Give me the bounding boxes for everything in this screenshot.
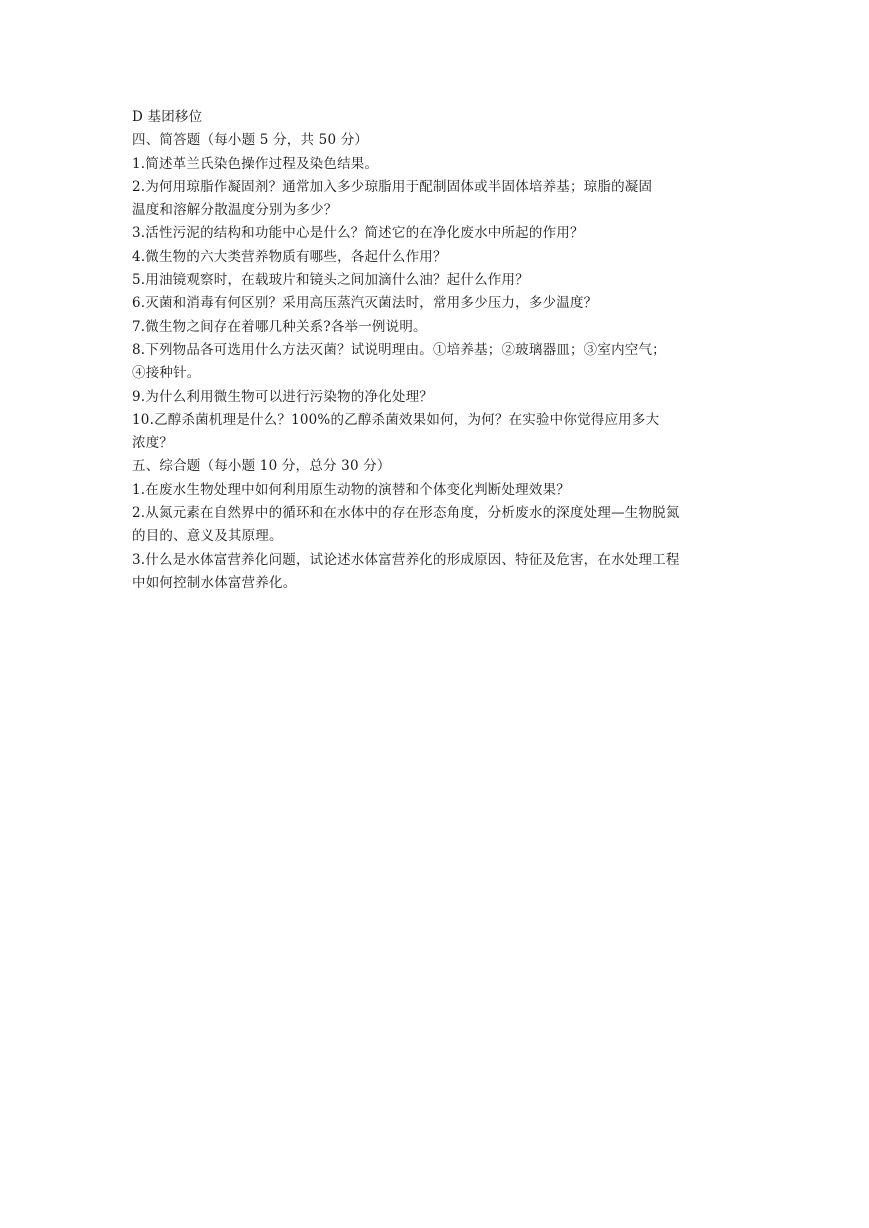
question-4-2: 2.为何用琼脂作凝固剂？通常加入多少琼脂用于配制固体或半固体培养基；琼脂的凝固 xyxy=(132,178,653,195)
option-d-line: D 基团移位 xyxy=(132,109,203,125)
question-4-5: 5.用油镜观察时，在载玻片和镜头之间加滴什么油？起什么作用？ xyxy=(132,272,529,289)
question-5-3-cont: 中如何控制水体富营养化。 xyxy=(132,574,297,591)
question-4-1: 1.简述革兰氏染色操作过程及染色结果。 xyxy=(132,155,379,172)
question-4-6: 6.灭菌和消毒有何区别？采用高压蒸汽灭菌法时，常用多少压力，多少温度？ xyxy=(132,295,598,312)
question-5-3: 3.什么是水体富营养化问题，试论述水体富营养化的形成原因、特征及危害，在水处理工程 xyxy=(132,551,680,568)
question-5-2: 2.从氮元素在自然界中的循环和在水体中的存在形态角度，分析废水的深度处理—生物脱氮 xyxy=(132,505,680,522)
question-4-10: 10.乙醇杀菌机理是什么？100%的乙醇杀菌效果如何，为何？在实验中你觉得应用多大 xyxy=(132,411,660,428)
question-4-7: 7.微生物之间存在着哪几种关系?各举一例说明。 xyxy=(132,318,427,335)
question-4-8-cont: ④接种针。 xyxy=(132,365,201,382)
question-4-9: 9.为什么利用微生物可以进行污染物的净化处理？ xyxy=(132,388,433,405)
section-5-heading: 五、综合题（每小题 10 分，总分 30 分） xyxy=(132,458,391,475)
question-4-4: 4.微生物的六大类营养物质有哪些，各起什么作用？ xyxy=(132,248,447,265)
question-5-2-cont: 的目的、意义及其原理。 xyxy=(132,528,283,545)
question-4-2-cont: 温度和溶解分散温度分别为多少？ xyxy=(132,202,338,219)
question-4-8: 8.下列物品各可选用什么方法灭菌？试说明理由。①培养基；②玻璃器皿；③室内空气； xyxy=(132,341,666,358)
question-5-1: 1.在废水生物处理中如何利用原生动物的演替和个体变化判断处理效果？ xyxy=(132,481,570,498)
section-4-heading: 四、简答题（每小题 5 分，共 50 分） xyxy=(132,132,369,149)
question-4-10-cont: 浓度？ xyxy=(132,435,174,452)
question-4-3: 3.活性污泥的结构和功能中心是什么？简述它的在净化废水中所起的作用？ xyxy=(132,225,584,242)
document-body xyxy=(132,106,752,595)
